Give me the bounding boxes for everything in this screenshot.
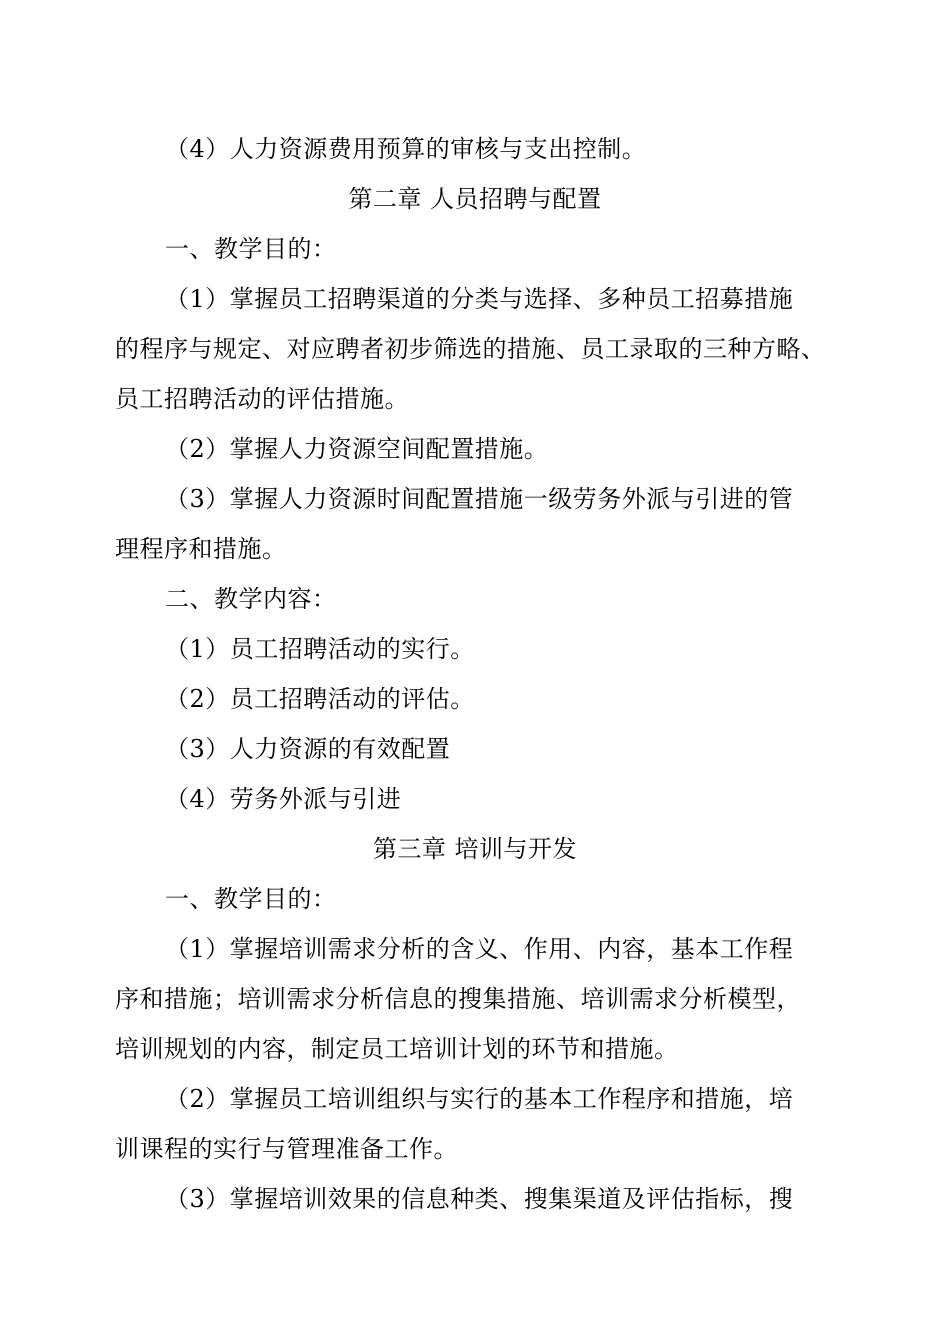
paragraph-goal-1-line-2: 的程序与规定、对应聘者初步筛选的措施、员工录取的三种方略、	[115, 335, 826, 363]
paragraph-training-goal-1-line-1: （1）掌握培训需求分析的含义、作用、内容，基本工作程	[165, 935, 794, 963]
paragraph-training-goal-1-line-2: 序和措施；培训需求分析信息的搜集措施、培训需求分析模型，	[115, 985, 801, 1013]
content-item-1: （1）员工招聘活动的实行。	[165, 635, 475, 663]
content-item-2: （2）员工招聘活动的评估。	[165, 685, 475, 713]
paragraph-goal-1-line-3: 员工招聘活动的评估措施。	[115, 385, 409, 413]
paragraph-goal-2: （2）掌握人力资源空间配置措施。	[165, 435, 549, 463]
paragraph-goal-3-line-1: （3）掌握人力资源时间配置措施一级劳务外派与引进的管	[165, 485, 794, 513]
section-teaching-goals-2: 一、教学目的：	[165, 885, 337, 913]
list-item-budget-control: （4）人力资源费用预算的审核与支出控制。	[165, 135, 647, 163]
section-teaching-goals-1: 一、教学目的：	[165, 235, 337, 263]
paragraph-goal-3-line-2: 理程序和措施。	[115, 535, 287, 563]
paragraph-training-goal-2-line-2: 训课程的实行与管理准备工作。	[115, 1135, 458, 1163]
paragraph-training-goal-3-line-1: （3）掌握培训效果的信息种类、搜集渠道及评估指标，搜	[165, 1185, 794, 1213]
content-item-4: （4）劳务外派与引进	[165, 785, 402, 813]
content-item-3: （3）人力资源的有效配置	[165, 735, 451, 763]
paragraph-training-goal-1-line-3: 培训规划的内容，制定员工培训计划的环节和措施。	[115, 1035, 679, 1063]
paragraph-training-goal-2-line-1: （2）掌握员工培训组织与实行的基本工作程序和措施，培	[165, 1085, 794, 1113]
chapter-3-heading: 第三章 培训与开发	[372, 835, 578, 863]
paragraph-goal-1-line-1: （1）掌握员工招聘渠道的分类与选择、多种员工招募措施	[165, 285, 794, 313]
section-teaching-content: 二、教学内容：	[165, 585, 337, 613]
chapter-2-heading: 第二章 人员招聘与配置	[348, 185, 602, 213]
